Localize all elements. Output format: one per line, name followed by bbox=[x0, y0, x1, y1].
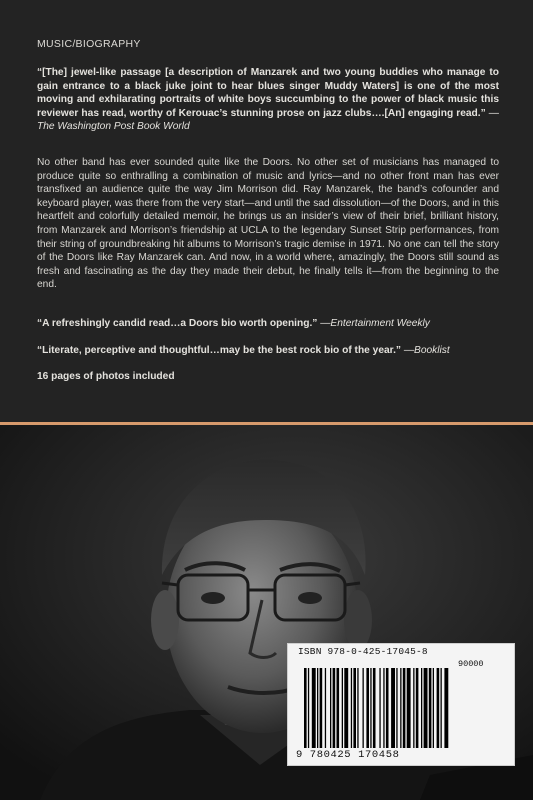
isbn-barcode bbox=[287, 643, 515, 766]
price-code: 90000 bbox=[458, 659, 484, 669]
category-label: MUSIC/BIOGRAPHY bbox=[37, 38, 141, 50]
quote-dash: — bbox=[317, 318, 331, 329]
quote-source: Booklist bbox=[414, 345, 450, 356]
quote-text: “[The] jewel-like passage [a description of Manzarek and two young buddies who manage to gain entrance to a black juke joint to hear blues singer Muddy Waters] is one of the most moving and exhilarating portraits of white boys succumbing to the power of black music this reviewer has read, worthy of Kerouac’s stunning prose on jazz clubs….[An] engaging read.” bbox=[37, 67, 499, 119]
quote-text: “A refreshingly candid read…a Doors bio worth opening.” bbox=[37, 318, 318, 329]
quote-dash: — bbox=[485, 107, 499, 119]
quote-text: “Literate, perceptive and thoughtful…may be the best rock bio of the year.” bbox=[37, 345, 401, 356]
quote-dash: — bbox=[401, 345, 415, 356]
barcode-bars bbox=[304, 668, 504, 748]
barcode-digits: 9 780425 170458 bbox=[296, 749, 400, 761]
review-quote-booklist bbox=[37, 345, 507, 356]
isbn-label: ISBN 978-0-425-17045-8 bbox=[298, 646, 428, 657]
review-quote-entertainment-weekly bbox=[37, 318, 507, 329]
photos-note: 16 pages of photos included bbox=[37, 371, 175, 382]
quote-source: The Washington Post Book World bbox=[37, 121, 190, 133]
quote-source: Entertainment Weekly bbox=[330, 318, 430, 329]
book-description: No other band has ever sounded quite like the Doors. No other set of musicians has managed to produce quite so enthralling a combination of music and lyrics—and no other front man has ever transfixed an audience quite the way Jim Morrison did. Ray Manzarek, the band’s cofounder and keyboard player, was there from the very start—and until the sad dissolution—of the Doors, and in this heartfelt and colorfully detailed memoir, he brings us an insider’s view of their brief, brilliant history, from Manzarek and Morrison’s friendship at UCLA to the legendary Sunset Strip performances, from their string of groundbreaking hit albums to Morrison’s tragic demise in 1971. No one can tell the story of the Doors like Ray Manzarek can. And now, in a world where, amazingly, the Doors still sound as fresh and fascinating as the day they made their debut, he finally tells it—from the beginning to the end. bbox=[37, 157, 499, 291]
review-quote-washington-post bbox=[37, 66, 499, 134]
